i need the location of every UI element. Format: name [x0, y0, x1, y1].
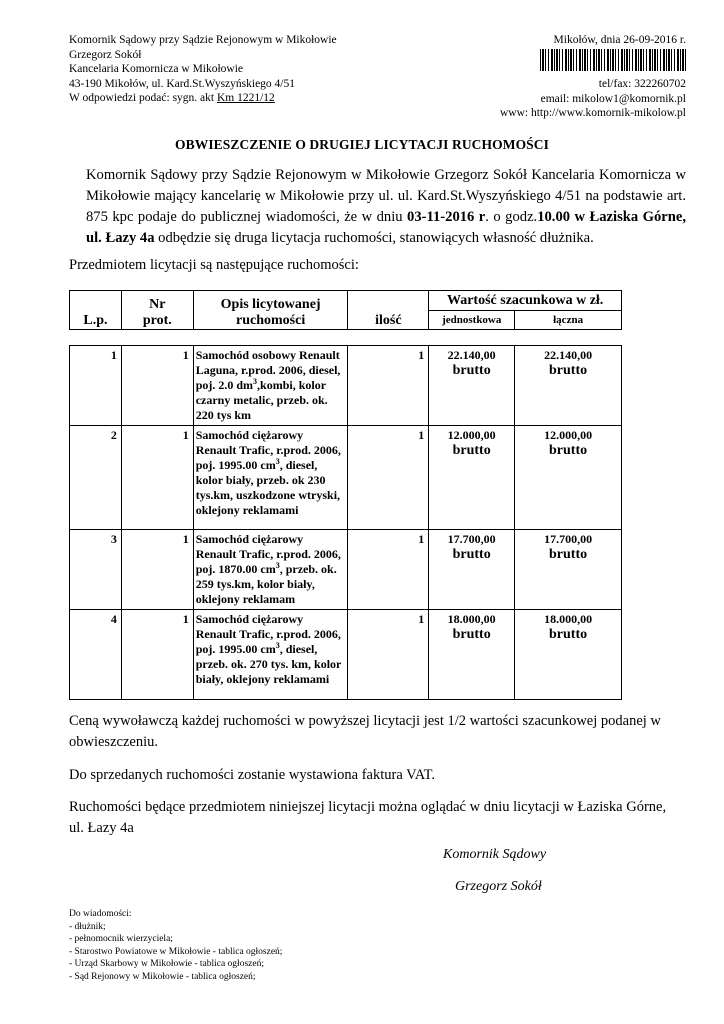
sender-line: Komornik Sądowy przy Sądzie Rejonowym w Mikołowie	[69, 34, 337, 46]
contact-block	[500, 33, 686, 121]
item-total-value: 17.700,00 brutto	[515, 530, 622, 610]
items-table-header	[69, 290, 622, 330]
item-nr: 1	[121, 346, 193, 426]
list-item: - Sąd Rejonowy w Mikołowie - tablica ogłoszeń;	[69, 971, 256, 982]
email-line: email: mikolow1@komornik.pl	[540, 92, 686, 105]
barcode-image	[540, 49, 686, 71]
distribution-list	[69, 908, 282, 984]
table-row	[70, 426, 622, 530]
distribution-heading: Do wiadomości:	[69, 909, 132, 919]
document-title: OBWIESZCZENIE O DRUGIEJ LICYTACJI RUCHOMOŚCI	[175, 137, 549, 152]
table-row	[70, 610, 622, 700]
list-item: - pełnomocnik wierzyciela;	[69, 934, 173, 945]
item-description: Samochód osobowy Renault Laguna, r.prod. 2006, diesel, poj. 2.0 $dm^3,kombi$, kolor czarny metalic, przeb. ok. 220 tys km	[193, 346, 348, 426]
sender-block	[69, 33, 337, 106]
item-unit-value: 12.000,00 brutto	[429, 426, 515, 530]
header-ilosc: ilość	[348, 291, 429, 330]
item-unit-value: 22.140,00 brutto	[429, 346, 515, 426]
table-row	[70, 346, 622, 426]
item-total-value: 22.140,00 brutto	[515, 346, 622, 426]
item-lp: 4	[70, 610, 122, 700]
vat-paragraph: Do sprzedanych ruchomości zostanie wystawiona faktura VAT.	[69, 767, 436, 783]
item-total-value: 18.000,00 brutto	[515, 610, 622, 700]
header-lp: L.p.	[70, 291, 122, 330]
subject-line: Przedmiotem licytacji są następujące ruchomości:	[69, 257, 359, 273]
phone-line: tel/fax: 322260702	[598, 78, 686, 91]
list-item: - Urząd Skarbowy w Mikołowie - tablica ogłoszeń;	[69, 959, 264, 970]
item-nr: 1	[121, 426, 193, 530]
item-description: Samochód ciężarowy Renault Trafic, r.prod. 2006, poj. 1995.00 $cm^3$, diesel, kolor biały, przeb. ok 230 tys.km, uszkodzone wtryski, oklejony reklamami	[193, 426, 348, 530]
item-unit-value: 17.700,00 brutto	[429, 530, 515, 610]
header-laczna: łączna	[515, 311, 622, 330]
auction-time-place: 10.00 w Łaziska Górne, ul. Łazy 4a	[86, 209, 686, 246]
case-number: Km 1221/12	[216, 92, 275, 105]
item-lp: 2	[70, 426, 122, 530]
signature-title: Komornik Sądowy	[443, 847, 547, 862]
header-wartosc: Wartość szacunkowa w zł.	[429, 291, 622, 311]
list-item: - Starostwo Powiatowe w Mikołowie - tablica ogłoszeń;	[69, 946, 283, 957]
item-qty: 1	[348, 530, 429, 610]
item-total-value: 12.000,00 brutto	[515, 426, 622, 530]
sender-line: Grzegorz Sokół	[69, 48, 142, 61]
item-qty: 1	[348, 346, 429, 426]
table-row	[70, 530, 622, 610]
item-description: Samochód ciężarowy Renault Trafic, r.prod. 2006, poj. 1995.00 $cm^3$, diesel, przeb. ok. 270 tys. km, kolor biały, oklejony reklamami	[193, 610, 348, 700]
item-nr: 1	[121, 610, 193, 700]
item-unit-value: 18.000,00 brutto	[429, 610, 515, 700]
items-table	[69, 345, 622, 700]
item-lp: 1	[70, 346, 122, 426]
starting-price-paragraph: Ceną wywoławczą każdej ruchomości w powyższej licytacji jest 1/2 wartości szacunkowej podanej w obwieszczeniu.	[69, 713, 661, 750]
sender-line: Kancelaria Komornicza w Mikołowie	[69, 63, 244, 76]
auction-date: 03-11-2016	[407, 209, 475, 225]
intro-text-1: Komornik Sądowy przy Sądzie Rejonowym w Mikołowie Grzegorz Sokół Kancelaria Komornicza w Mikołowie mający kancelarię w Mikołowie przy ul. ul. Kard.St.Wyszyńskiego 4/51 na podstawie art. 875 kpc podaje do publicznej wiadomości, że w dniu	[86, 167, 686, 225]
item-nr: 1	[121, 530, 193, 610]
date-line: Mikołów, dnia 26-09-2016 r.	[553, 34, 686, 46]
intro-paragraph	[86, 165, 686, 249]
intro-text-2: r	[474, 209, 486, 225]
reply-prefix: W odpowiedzi podać: sygn. akt	[69, 92, 217, 105]
header-nr-prot: Nr prot.	[121, 291, 193, 330]
item-qty: 1	[348, 610, 429, 700]
reply-reference	[69, 91, 337, 106]
header-jednostkowa: jednostkowa	[429, 311, 515, 330]
item-lp: 3	[70, 530, 122, 610]
item-description: Samochód ciężarowy Renault Trafic, r.prod. 2006, poj. 1870.00 $cm^3$, przeb. ok. 259 tys.km, kolor biały, oklejony reklamam	[193, 530, 348, 610]
item-qty: 1	[348, 426, 429, 530]
list-item: - dłużnik;	[69, 921, 106, 932]
intro-text-3: . o godz.	[485, 209, 538, 225]
www-line: www: http://www.komornik-mikolow.pl	[499, 107, 686, 120]
inspection-paragraph: Ruchomości będące przedmiotem niniejszej licytacji można oglądać w dniu licytacji w Łaziska Górne, ul. Łazy 4a	[69, 799, 667, 836]
sender-line: 43-190 Mikołów, ul. Kard.St.Wyszyńskiego 4/51	[69, 77, 295, 90]
signature-name: Grzegorz Sokół	[455, 879, 542, 894]
intro-text-4: odbędzie się druga licytacja ruchomości, stanowiących własność dłużnika.	[154, 230, 594, 246]
header-opis: Opis licytowanej ruchomości	[193, 291, 348, 330]
